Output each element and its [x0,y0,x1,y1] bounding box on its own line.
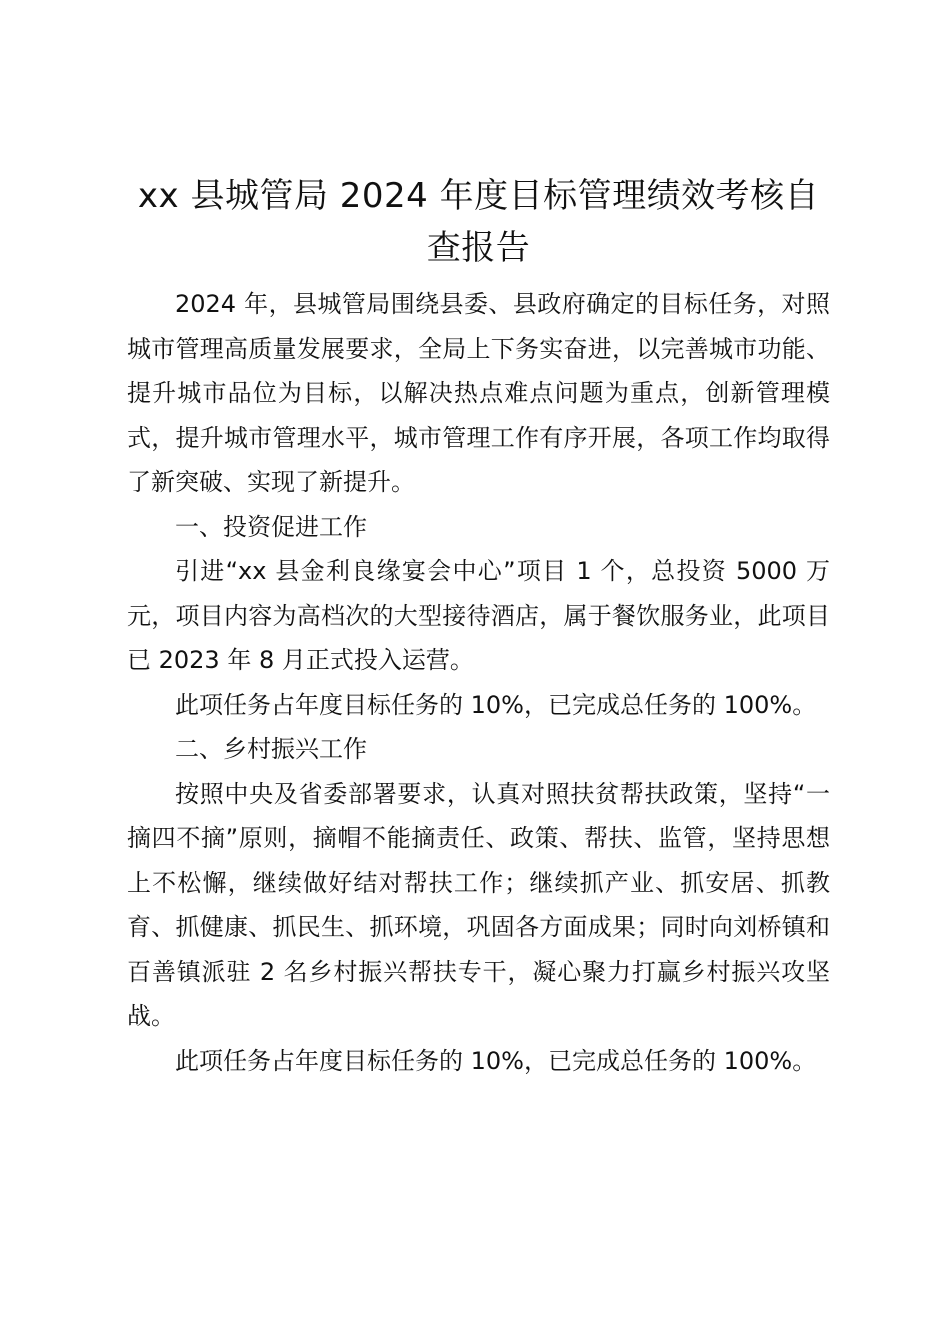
section-heading-rural: 二、乡村振兴工作 [175,735,367,763]
section-completion-rural: 此项任务占年度目标任务的 10%，已完成总任务的 100%。 [175,1046,817,1075]
document-title: xx 县城管局 2024 年度目标管理绩效考核自查报告 [137,176,820,268]
section-heading-investment: 一、投资促进工作 [175,512,367,541]
document-content [127,170,830,1083]
section-body-investment: 引进“xx 县金利良缘宴会中心”项目 1 个，总投资 5000 万元，项目内容为高档次的大型接待酒店，属于餐饮服务业，此项目已 2023 年 8 月正式投入运营。 [127,557,830,674]
section-body-rural: 按照中央及省委部署要求，认真对照扶贫帮扶政策，坚持“一摘四不摘”原则，摘帽不能摘责任、政策、帮扶、监管，坚持思想上不松懈，继续做好结对帮扶工作；继续抓产业、抓安居、抓教育、抓健康、抓民生、抓环境，巩固各方面成果；同时向刘桥镇和百善镇派驻 2 名乡村振兴帮扶专干，凝心聚力打赢乡村振兴攻坚战。 [127,779,830,1030]
section-completion-investment: 此项任务占年度目标任务的 10%，已完成总任务的 100%。 [175,690,817,719]
intro-paragraph: 2024 年，县城管局围绕县委、县政府确定的目标任务，对照城市管理高质量发展要求，全局上下务实奋进，以完善城市功能、提升城市品位为目标，以解决热点难点问题为重点，创新管理模式，提升城市管理水平，城市管理工作有序开展，各项工作均取得了新突破、实现了新提升。 [127,290,830,496]
